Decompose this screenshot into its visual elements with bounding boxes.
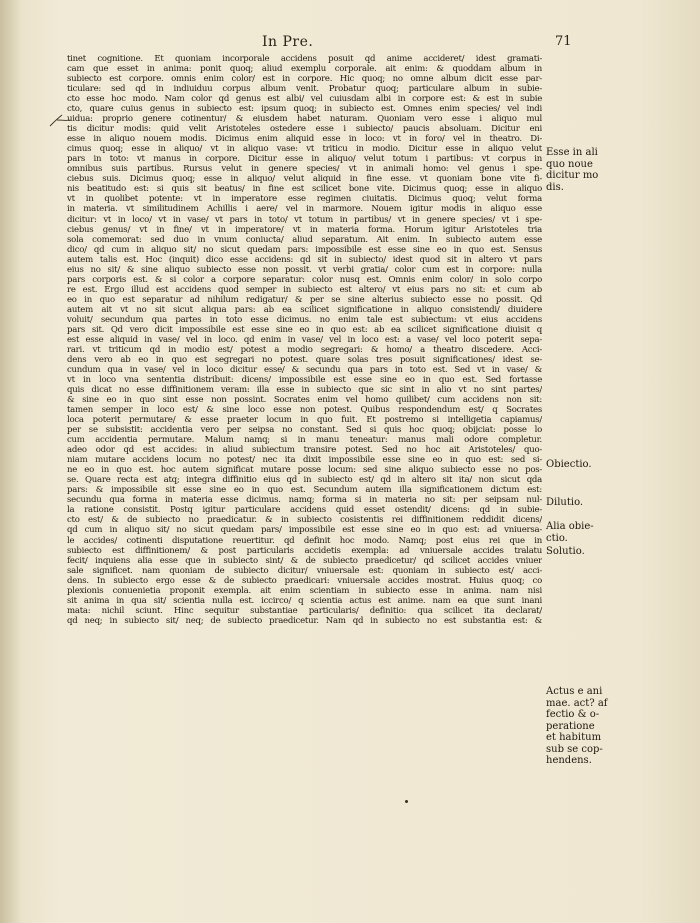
margin-note-obiectio: [546, 459, 592, 471]
text-line: uidua: proprio genere cotinentur/ & eiusdem habet naturam. Quoniam vero esse i aliquo mul: [67, 114, 542, 125]
margin-note-solutio: [546, 546, 585, 558]
margin-note-line: dicitur mo: [546, 170, 599, 181]
text-line: secundu qua forma in materia esse dicimus. namq; forma si in materia no sit: per seipsam nul-: [67, 495, 542, 506]
margin-note-line: quo noue: [546, 158, 593, 170]
margin-note-line: Obiectio.: [546, 459, 592, 470]
text-line: eius no sit/ & sine aliquo subiecto esse non possit. vt verbi gratia/ color cum est in corpore: nulla: [67, 264, 542, 275]
text-line: ticulare: sed qd in indiuiduu corpus album venit. Probatur quoq; particulare album in subie-: [67, 84, 542, 95]
text-line: cam que esset in anima: ponit quoq; aliud exemplu corporale. ait enim: & quoddam album in: [67, 64, 542, 75]
text-line: la ratione consistit. Postq igitur particulare accidens quid esset ostendit/ dicens: qd in subie-: [67, 505, 542, 516]
text-line: est esse aliquid in vase/ vel in loco. qd enim in vase/ vel in loco est: a vase/ vel loco poterit sepa-: [67, 334, 542, 345]
text-line: loca poterit permutare/ & esse praeter locum in quo fuit. Et postremo si intelligetia capiamus/: [67, 415, 542, 426]
margin-note-line: mae. act? af: [546, 697, 608, 709]
text-line: cundum qua in vase/ vel in loco dicitur esse/ & secundu qua pars in toto est. Sed vt in vase/ &: [67, 364, 542, 375]
margin-note-line: Dilutio.: [546, 497, 584, 508]
text-line: pars: & impossibile sit esse sine eo in quo est. Secundum autem illa significationem dictum est:: [67, 485, 542, 496]
text-line: pars sit. Qd vero dicit impossibile est esse sine eo in quo est: ab ea scilicet significatione diuisit q: [67, 324, 542, 335]
text-line: subiecto est corpore. omnis enim color/ est in corpore. Hic quoq; no omne album dicit esse par-: [67, 74, 542, 85]
text-line: fecit/ inquiens alia esse que in subiecto sint/ & de subiecto praedicetur/ qd scilicet accides vniuer: [67, 555, 542, 566]
text-line: qd neq; in subiecto sit/ neq; de subiecto praedicetur. Nam qd in subiecto no est substantia est: &: [67, 615, 542, 626]
text-line: per se subsistit: accidentia vero per seipsa no constant. Sed si quis hoc quoq; obijciat: posse lo: [67, 425, 542, 436]
text-line: voluit/ secundum qua partes in toto esse dicimus. no enim tale est subiectum: vt eius accidens: [67, 314, 542, 325]
text-line: nis beatitudo est: si quis sit beatus/ in fine est scilicet bone vite. Dicimus quoq; esse in aliquo: [67, 184, 542, 195]
text-line: cto est/ & de subiecto no praedicatur. & in subiecto cosistentis rei diffinitionem reddidit dicens/: [67, 515, 542, 526]
text-line: dicitur: vt in loco/ vt in vase/ vt pars in toto/ vt totum in partibus/ vt in genere species/ vt i spe-: [67, 214, 542, 225]
running-head: In Pre.: [262, 34, 314, 50]
margin-note-line: peratione: [546, 720, 595, 732]
text-line: subiecto est diffinitionem/ & post particularis accidetis exempla: ad vniuersale accides tralatu: [67, 545, 542, 556]
text-line: ne eo in quo est. hoc autem significat mutare posse locum: sed sine aliquo subiecto esse no pos-: [67, 465, 542, 476]
margin-note-line: et habitum: [546, 732, 602, 743]
text-line: qd cum in aliquo sit/ no sicut quedam pars/ impossibile est esse sine eo in quo est: ad vniuersa-: [67, 525, 542, 536]
text-line: ciebus suis. Dicimus quoq; esse in aliquo/ velut aliquid in fine esse. vt quoniam bone vite fi-: [67, 174, 542, 185]
text-line: pars in toto: vt manus in corpore. Dicitur esse in aliquo/ velut totum i partibus: vt corpus in: [67, 154, 542, 165]
folio-number: 71: [555, 34, 572, 49]
text-line: ciebus genus/ vt in fine/ vt in imperatore/ vt in materia forma. Horum igitur Aristoteles tria: [67, 224, 542, 235]
margin-note-esse-in-aliquo: [546, 147, 598, 193]
text-line: rari. vt triticum qd in modio est/ potest a modio segregari: & homo/ a theatro discedere. Acci-: [67, 344, 542, 355]
margin-note-dilutio: [546, 497, 583, 509]
margin-note-line: Actus e ani: [546, 686, 603, 697]
text-line: re est. Ergo illud est accidens quod semper in subiecto est altero/ vt eius pars no sit: et cum ab: [67, 284, 542, 295]
text-line: omnibus suis partibus. Rursus velut in genere species/ vt in animali homo: vel genus i spe-: [67, 164, 542, 175]
text-line: adeo odor qd est accides: in aliud subiectum transire potest. Sed no hoc ait Aristoteles/ quo-: [67, 445, 542, 456]
text-line: dico/ qd cum in aliquo sit/ no sicut quedam pars: impossibile est esse sine eo in quo est. Sensus: [67, 244, 542, 255]
text-line: tamen semper in loco est/ & sine loco esse non potest. Quibus respondendum est/ q Socrates: [67, 405, 542, 416]
text-line: esse in aliquo nouem modis. Dicimus enim aliquid esse in loco: vt in foro/ vel in theatro. Di-: [67, 134, 542, 145]
text-line: autem talis est. Hoc (inquit) dico esse accidens: qd sit in subiecto/ idest quod sit in altero vt pars: [67, 254, 542, 265]
text-line: plexionis conuenietia proponit exempla. ait enim scientiam in subiecto esse in anima. nam nisi: [67, 585, 542, 596]
text-line: in materia. vt similitudinem Achillis i aere/ vel in marmore. Nouem igitur modis in aliquo esse: [67, 204, 542, 215]
margin-note-line: Solutio.: [546, 546, 585, 557]
text-line: se. Quare recta est atq; integra diffinitio eius qd in subiecto est/ qd in altero sit ita/ non sicut qda: [67, 475, 542, 486]
margin-note-line: dis.: [546, 181, 564, 193]
text-line: eo in quo est separatur ad nihilum redigatur/ & per se sine alterius subiecto esse no possit. Qd: [67, 294, 542, 305]
text-line: quis dicat no esse diffinitionem veram: illa esse in subiecto que sic sint in alio vt no sint partes/: [67, 385, 542, 396]
text-line: tis dicitur modis: quid velit Aristoteles ostedere esse i subiecto/ paucis absoluam. Dicitur eni: [67, 124, 542, 135]
text-line: cto, quare cuius genus in subiecto est: ipsum quoq; in subiecto est. Omnes enim species/ vel indi: [67, 104, 542, 115]
margin-note-alia-obiectio: [546, 521, 594, 544]
text-line: sit anima in qua sit/ scientia nulla est. iccirco/ q scientia actus est anime. nam ea que sunt inani: [67, 595, 542, 606]
text-line: niam mutare accidens locum no potest/ nec ita dixit impossibile esse sine eo in quo est: sed si-: [67, 455, 542, 466]
margin-note-actus: [546, 686, 608, 767]
margin-note-line: ctio.: [546, 532, 568, 544]
body-text: [67, 54, 542, 784]
text-line: dens vero ab eo in quo est segregari no potest. quare solas tres posuit significationes/ idest se-: [67, 354, 542, 365]
text-line: cimus quoq; esse in aliquo/ vt in aliquo vase: vt triticu in modio. Dicitur esse in aliquo velut: [67, 144, 542, 155]
printer-dot: [405, 800, 408, 803]
text-line: pars corporis est. & si color a corpore separatur: color nusq est. Omnis enim color/ in solo corpo: [67, 274, 542, 285]
text-line: autem ait vt no sit sicut aliqua pars: ab ea scilicet significatione in aliquo consistendi/ diuidere: [67, 304, 542, 315]
page-header: [0, 34, 700, 52]
margin-note-line: hendens.: [546, 755, 592, 766]
text-line: dens. In subiecto ergo esse & de subiecto praedicari: vniuersale accides mostrat. Huius quoq; co: [67, 575, 542, 586]
text-line: sale significet. nam quoniam de subiecto dicitur/ vniuersale est: quoniam in subiecto est/ acci-: [67, 565, 542, 576]
margin-note-line: fectio & o-: [546, 709, 600, 720]
margin-note-line: Alia obie-: [546, 521, 594, 532]
text-line: mata: nichil sciunt. Hinc sequitur substantiae particularis/ definitio: qua scilicet ita declarat/: [67, 605, 542, 616]
margin-note-line: sub se cop-: [546, 743, 603, 755]
text-line: cum accidentia permutare. Malum namq; si in manu teneatur: manus mali odore completur.: [67, 435, 542, 446]
text-line: sola comemorat: sed duo in vnum coniucta/ aliud separatum. Ait enim. In subiecto autem esse: [67, 234, 542, 245]
text-line: vt in quolibet potente: vt in imperatore esse regimen ciuitatis. Dicimus quoq; velut forma: [67, 194, 542, 205]
text-line: tinet cognitione. Et quoniam incorporale accidens posuit qd anime accideret/ idest gramati-: [67, 54, 542, 64]
margin-note-line: Esse in ali: [546, 147, 598, 158]
text-line: vt in loco vna sententia distribuit: dicens/ impossibile est esse sine eo in quo est. Sed fortasse: [67, 375, 542, 385]
text-line: cto esse hoc modo. Nam color qd genus est albi/ vel cuiusdam albi in corpore est: & est in subie: [67, 94, 542, 105]
text-line: & sine eo in quo sint esse non possint. Socrates enim vel homo quilibet/ cum accidens non sit:: [67, 395, 542, 406]
text-line: le accides/ cotinenti disputatione reuertitur. qd definit hoc modo. Namq; post eius rei que in: [67, 535, 542, 546]
